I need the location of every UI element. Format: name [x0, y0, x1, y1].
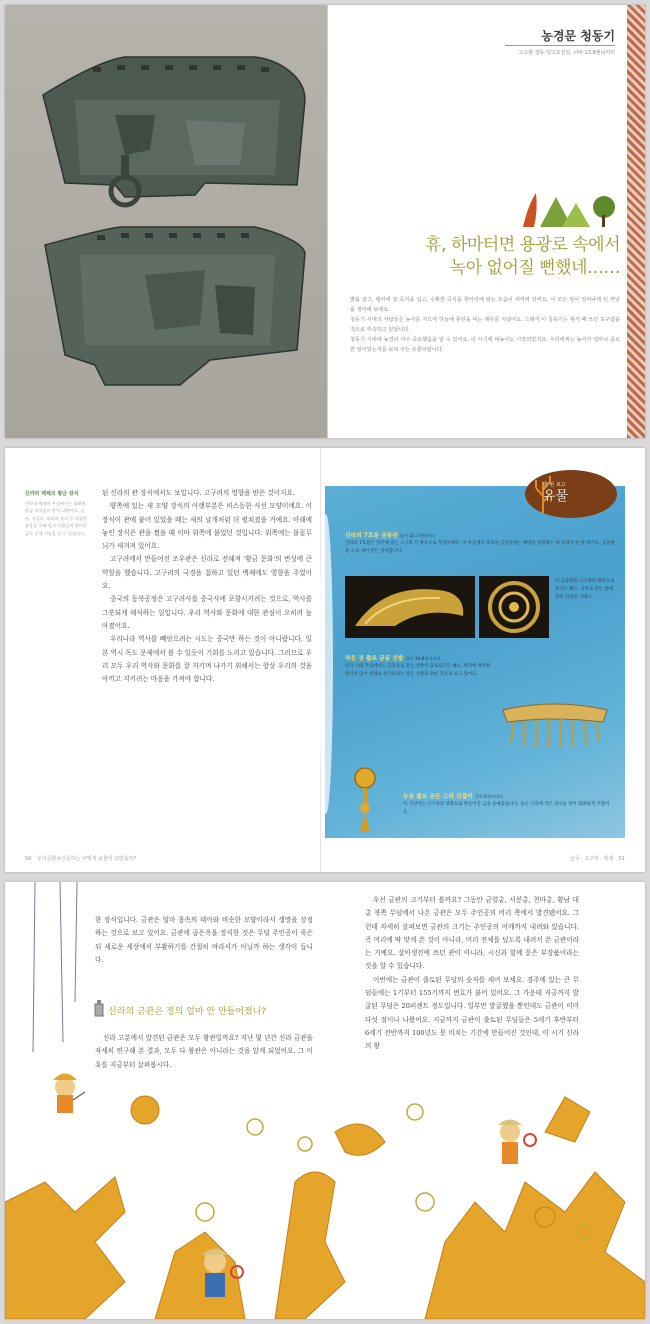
gold-bird-ornament-image — [345, 576, 475, 638]
body-paragraph: 밭을 갈고, 괭이에 잘 곡식을 심고, 수확한 곡식을 항아리에 담는 모습이 새겨져 있어요. 이 모든 일이 일어나게 된 까닭을 생각해 보세요. — [350, 297, 620, 313]
child-explorer-left — [53, 1074, 85, 1114]
gold-spiral-ornament-image — [479, 576, 549, 638]
item-title — [345, 653, 440, 662]
gold-crown-photo-1 — [345, 576, 475, 638]
mountain-tree-illustration — [518, 185, 618, 230]
artifact-title: 농경문 청동기 — [541, 29, 615, 43]
page-number: 51 — [618, 856, 625, 862]
item-title — [345, 530, 435, 539]
headline — [350, 234, 620, 280]
title-rule — [505, 45, 615, 46]
running-footer: 우리문화유산을하는 어떻게 보물이 되었을까? — [36, 856, 137, 862]
body-paragraph: 청동기 시대의 사람들은 농사를 지으며 하늘에 풍년을 비는 제사를 지냈어요. 그래서 이 청동기는 제사 때 쓰인 도구였을 것으로 추측하고 있답니다. — [350, 317, 620, 333]
bronze-piece-top — [43, 57, 305, 205]
body-paragraph: 청동기 시대에 농경이 아주 중요했음을 알 수 있어요. 이 시기에 벼농사도 시작되었지요. 우리에게는 농사가 얼마나 중요한 일이었는지를 보여 주는 유물이랍니다. — [350, 337, 620, 353]
item-description: 이 귀걸이는 고구려의 영향으로 만들어진 금속 공예품입니다. 둥근 고리에 작은 장식을 달아 화려하게 꾸몄어요. — [403, 802, 610, 815]
running-footer: 삼국 · 고구려 · 백제 — [569, 856, 614, 862]
gold-earring-image — [350, 766, 380, 834]
item-size: 길이 34.8센티미터 — [405, 656, 441, 661]
section-heading: 신라의 금관은 정의 얼마 안 만들어졌나? — [108, 1007, 267, 1017]
item-description: 삼국 시대 무덤에서는 금동으로 만든 신발이 출토되기도 해요. 바닥에 뾰족한 장식이 있어 실제로 신기보다는 죽은 사람을 위한 것으로 보고 있어요. — [345, 664, 491, 677]
artifact-body-text — [350, 295, 620, 355]
panel-tag-label — [543, 480, 568, 502]
bronze-artifact-image — [5, 5, 327, 438]
headline-line-1: 휴, 하마터면 용광로 속에서 — [425, 235, 620, 255]
child-explorer-right — [498, 1120, 536, 1165]
item-name: 신라의 7호분 금동관 — [345, 533, 398, 539]
spread-silla-crown — [5, 882, 645, 1319]
spread-artifact-bronze — [5, 5, 645, 438]
tag-line-1: 한 번 보고 — [543, 482, 566, 488]
page-footer-right — [570, 855, 625, 862]
right-text-column — [365, 894, 579, 1054]
gilt-bronze-shoe-image — [495, 698, 615, 753]
tag-line-2: 유물 — [543, 489, 569, 504]
body-paragraph: 신라 고분에서 발견된 금관은 모두 왕관일까요? 지난 몇 년간 신라 금관을 자세히 연구해 본 결과, 모두 다 왕관은 아니라는 것을 알게 되었어요. 그 이유를 지금부터 살펴봅시다. — [95, 1034, 313, 1069]
headline-line-2: 녹아 없어질 뻔했네…… — [449, 258, 620, 278]
left-text-column-body — [95, 1032, 313, 1072]
bronze-piece-bottom — [45, 227, 305, 385]
item-size: 높이 22.1센티미터 — [399, 533, 435, 538]
body-paragraph: 된 신라의 관 장식에서도 보입니다. 고구려의 영향을 받은 것이지요. — [102, 489, 295, 497]
gold-crown-photo-2 — [479, 576, 549, 638]
body-paragraph: 고구려에서 만들어진 조우관은 신라로 전해져 '황금 문화'의 번성에 큰 역할을 했습니다. 고구려의 국경을 접하고 있던 백제에도 영향을 주었어요. — [102, 555, 312, 591]
page-number: 50 — [25, 856, 32, 862]
decorative-pattern-strip — [627, 5, 645, 438]
artifact-caption: 고고관 청동기/고조선실, 너비 13.8센티미터 — [518, 50, 615, 56]
item-size: 길이 6센티미터 — [474, 794, 503, 799]
body-paragraph: 이번에는 금관이 출토된 무덤의 숫자를 세어 보세요. 경주에 있는 큰 무덤들에는 1기부터 155기까지 번호가 붙어 있어요. 그 가운데 지금까지 발굴된 무덤은 20퍼센트 정도입니다. 일부만 발굴했을 뿐인데도 금관이 이미 다섯 점이나 나왔어요. 지금까지 금관이 출토된 무덤들은 5세기 후반부터 6세기 전반까지 100년도 못 미치는 기간에 만들어진 것인데, 이 시기 신라의 왕 — [365, 975, 579, 1051]
body-paragraph: 우리나라 역사를 빼앗으려는 시도는 중국만 하는 것이 아니랍니다. 일본 역시 독도 문제에서 볼 수 있듯이 기회를 노리고 있습니다. 그러므로 우리 모두 우리 역사와 문화를 잘 지키며 나가기 위해서는 항상 우리의 것을 아끼고 지키려는 마음을 가져야 합니다. — [102, 635, 312, 684]
sidebar-title: 신라와 백제의 황금 장식 — [25, 491, 79, 497]
item-title — [403, 791, 503, 800]
body-paragraph: 한 장식입니다. 금관은 엄마 몸속의 태아와 비슷한 모양이라서 생명을 상징하는 것으로 보고 있어요. 금관에 곱은옥을 장식한 것은 무덤 주인공이 죽은 뒤 새로운 세상에서 부활하기를 간절히 바라서가 아닐까 하는 생각이 듭니다. — [95, 916, 313, 964]
page-footer-left — [25, 855, 136, 862]
main-text-column — [102, 487, 312, 686]
artifact-photo-panel — [5, 5, 327, 438]
item-description: 신라의 7호분은 경주에 있는 고구려 식 왕릉으로 무덤이에요. 이 무덤에서 출토된 금동관에는 태양을 상징하는 새 날개가 한 쌍 있어요. 금동판을 오려 내어 만든 것이랍니다. — [345, 541, 615, 554]
artifact-text-page — [328, 5, 645, 438]
item-description-side: 이 금동판을 고구려의 왕관으로 보기도 해요. 나무로 만든 틀에 달려 있었을 거예요. — [555, 579, 615, 600]
item-name: 작은 귀 출토 금동 신발 — [345, 656, 404, 662]
item-name: 능동 출토 금은 고리 귀걸이 — [403, 794, 473, 800]
spread-goguryeo-influence — [5, 448, 645, 872]
sidebar-body: 신라와 백제의 무덤에서는 화려한 황금 장식품이 많이 나왔어요. 금관, 귀걸이, 허리띠 장식 등 다양한 유물을 통해 당시 사람들의 뛰어난 금속 공예 기술을 알 수 있답니다. — [25, 501, 87, 536]
body-paragraph: 우선 금관의 크기부터 볼까요? 그동안 금령총, 서봉총, 천마총, 황남 대총 북쪽 무덤에서 나온 금관은 모두 주인공의 머리 쪽에서 발견됐어요. 그런데 자세히 살펴보면 금관의 크기는 주인공의 어깨까지 내려와 있습니다. 즉 머리에 딱 맞게 쓴 것이 아니라, 머리 전체를 덮도록 내려서 쓴 금관이라는 거예요. 살아생전에 쓰던 관이 아니라, 시신과 함께 묻은 부장품이라는 것을 알 수 있습니다. — [365, 896, 579, 971]
left-text-column — [95, 914, 313, 967]
body-paragraph: 중국의 동북공정은 고구려사를 중국사에 포함시키려는 것으로, 역사를 그릇되게 해석하는 일입니다. 우리 역사와 문화에 대한 관심이 오히려 높아졌어요. — [102, 595, 312, 630]
lantern-icon — [93, 1000, 105, 1018]
sidebar-note — [25, 490, 89, 537]
body-paragraph: 양쪽에 있는 새 모양 장식의 아랫부분은 비스듬한 사선 모양이에요. 이 장식이 관에 붙어 있었을 때는 새의 날개처럼 더 펼쳐졌을 거예요. 아래에 놓인 장식은 관을 썼을 때 이마 위쪽에 붙었던 것입니다. 위쪽에는 불꽃무늬가 새겨져 있어요. — [102, 502, 312, 551]
